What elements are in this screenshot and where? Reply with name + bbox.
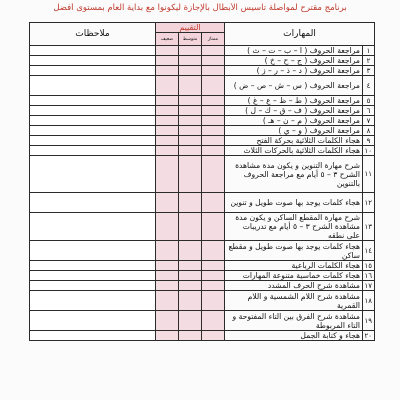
notes-cell[interactable] bbox=[30, 146, 156, 156]
notes-cell[interactable] bbox=[30, 136, 156, 146]
eval-cell-excellent[interactable] bbox=[202, 126, 225, 136]
eval-cell-excellent[interactable] bbox=[202, 46, 225, 56]
eval-cell-average[interactable] bbox=[179, 116, 202, 126]
notes-header: ملاحظات bbox=[30, 23, 156, 46]
skill-cell: هجاء و كتابة الجمل bbox=[225, 331, 363, 341]
row-number: ٧ bbox=[363, 116, 375, 126]
eval-cell-average[interactable] bbox=[179, 156, 202, 193]
row-number: ١٥ bbox=[363, 261, 375, 271]
row-number: ٩ bbox=[363, 136, 375, 146]
eval-cell-average[interactable] bbox=[179, 56, 202, 66]
table-row bbox=[30, 106, 375, 116]
notes-cell[interactable] bbox=[30, 331, 156, 341]
eval-cell-weak[interactable] bbox=[155, 66, 178, 76]
row-number: ١١ bbox=[363, 156, 375, 193]
skill-cell: هجاء الكلمات الثلاثية بالحركات الثلاث bbox=[225, 146, 363, 156]
eval-cell-average[interactable] bbox=[179, 96, 202, 106]
skill-cell: مشاهدة شرح اللام الشمسية و اللام القمرية bbox=[225, 291, 363, 311]
table-row bbox=[30, 146, 375, 156]
row-number: ١٩ bbox=[363, 311, 375, 331]
table-row bbox=[30, 116, 375, 126]
eval-level-average: متوسط bbox=[179, 33, 202, 46]
notes-cell[interactable] bbox=[30, 193, 156, 213]
eval-cell-weak[interactable] bbox=[155, 213, 178, 241]
eval-cell-excellent[interactable] bbox=[202, 116, 225, 126]
eval-cell-weak[interactable] bbox=[155, 193, 178, 213]
eval-cell-average[interactable] bbox=[179, 241, 202, 261]
notes-cell[interactable] bbox=[30, 116, 156, 126]
page-title: برنامج مقترح لمواصلة تأسيس الأبطال بالإجازة ليكونوا مع بداية العام بمستوى أفضل bbox=[53, 3, 347, 13]
skill-cell: مراجعة الحروف ( د – ذ – ر – ز ) bbox=[225, 66, 363, 76]
eval-cell-excellent[interactable] bbox=[202, 331, 225, 341]
table-row bbox=[30, 261, 375, 271]
evaluation-header: التقييم bbox=[155, 23, 224, 33]
skill-cell: هجاء الكلمات الثلاثية بحركة الفتح bbox=[225, 136, 363, 146]
eval-cell-excellent[interactable] bbox=[202, 281, 225, 291]
skill-cell: مراجعة الحروف ( س – ش – ص – ض ) bbox=[225, 76, 363, 96]
row-number: ١٦ bbox=[363, 271, 375, 281]
skill-cell: مراجعة الحروف ( ف – ق – ك – ل ) bbox=[225, 106, 363, 116]
table-row bbox=[30, 331, 375, 341]
row-number: ٢٠ bbox=[363, 331, 375, 341]
eval-cell-excellent[interactable] bbox=[202, 241, 225, 261]
skill-cell: مراجعة الحروف ( م – ن – هـ ) bbox=[225, 116, 363, 126]
eval-cell-weak[interactable] bbox=[155, 241, 178, 261]
eval-cell-average[interactable] bbox=[179, 106, 202, 116]
eval-cell-weak[interactable] bbox=[155, 156, 178, 193]
table-row bbox=[30, 46, 375, 56]
table-row bbox=[30, 96, 375, 106]
skill-cell: مراجعة الحروف ( ج – ح – خ ) bbox=[225, 56, 363, 66]
table-row bbox=[30, 126, 375, 136]
skills-evaluation-table bbox=[29, 22, 375, 341]
notes-cell[interactable] bbox=[30, 66, 156, 76]
eval-cell-excellent[interactable] bbox=[202, 96, 225, 106]
eval-cell-excellent[interactable] bbox=[202, 56, 225, 66]
eval-level-weak: ضعيف bbox=[155, 33, 178, 46]
eval-cell-average[interactable] bbox=[179, 291, 202, 311]
eval-cell-average[interactable] bbox=[179, 126, 202, 136]
eval-cell-weak[interactable] bbox=[155, 96, 178, 106]
eval-cell-weak[interactable] bbox=[155, 331, 178, 341]
notes-cell[interactable] bbox=[30, 261, 156, 271]
eval-cell-weak[interactable] bbox=[155, 126, 178, 136]
notes-cell[interactable] bbox=[30, 271, 156, 281]
eval-cell-excellent[interactable] bbox=[202, 193, 225, 213]
eval-cell-weak[interactable] bbox=[155, 271, 178, 281]
notes-cell[interactable] bbox=[30, 311, 156, 331]
eval-cell-average[interactable] bbox=[179, 271, 202, 281]
table-row bbox=[30, 213, 375, 241]
row-number: ٦ bbox=[363, 106, 375, 116]
eval-cell-average[interactable] bbox=[179, 331, 202, 341]
row-number: ٤ bbox=[363, 76, 375, 96]
eval-cell-average[interactable] bbox=[179, 46, 202, 56]
eval-level-excellent: ممتاز bbox=[202, 33, 225, 46]
eval-cell-weak[interactable] bbox=[155, 136, 178, 146]
eval-cell-weak[interactable] bbox=[155, 76, 178, 96]
notes-cell[interactable] bbox=[30, 96, 156, 106]
row-number: ٨ bbox=[363, 126, 375, 136]
eval-cell-excellent[interactable] bbox=[202, 156, 225, 193]
eval-cell-average[interactable] bbox=[179, 136, 202, 146]
table-row bbox=[30, 281, 375, 291]
eval-cell-average[interactable] bbox=[179, 213, 202, 241]
row-number: ١٠ bbox=[363, 146, 375, 156]
notes-cell[interactable] bbox=[30, 156, 156, 193]
row-number: ١ bbox=[363, 46, 375, 56]
skill-cell: مشاهدة شرح الحرف المشدد bbox=[225, 281, 363, 291]
notes-cell[interactable] bbox=[30, 213, 156, 241]
table-row bbox=[30, 193, 375, 213]
notes-cell[interactable] bbox=[30, 241, 156, 261]
eval-cell-excellent[interactable] bbox=[202, 291, 225, 311]
table-row bbox=[30, 136, 375, 146]
eval-cell-weak[interactable] bbox=[155, 116, 178, 126]
table-row bbox=[30, 66, 375, 76]
table-row bbox=[30, 241, 375, 261]
skill-cell: مراجعة الحروف ( ا – ب – ت – ث ) bbox=[225, 46, 363, 56]
row-number: ١٣ bbox=[363, 213, 375, 241]
table-row bbox=[30, 311, 375, 331]
eval-cell-excellent[interactable] bbox=[202, 213, 225, 241]
row-number: ١٧ bbox=[363, 281, 375, 291]
skills-header: المهارات bbox=[225, 23, 375, 46]
eval-cell-average[interactable] bbox=[179, 281, 202, 291]
notes-cell[interactable] bbox=[30, 106, 156, 116]
notes-cell[interactable] bbox=[30, 281, 156, 291]
eval-cell-excellent[interactable] bbox=[202, 146, 225, 156]
skill-cell: مراجعة الحروف ( ط – ظ – ع – غ ) bbox=[225, 96, 363, 106]
skill-cell: مشاهدة شرح الفرق بين التاء المفتوحة و التاء المربوطة bbox=[225, 311, 363, 331]
notes-cell[interactable] bbox=[30, 76, 156, 96]
eval-cell-excellent[interactable] bbox=[202, 261, 225, 271]
eval-cell-weak[interactable] bbox=[155, 146, 178, 156]
row-number: ١٨ bbox=[363, 291, 375, 311]
table-row bbox=[30, 76, 375, 96]
table-row bbox=[30, 291, 375, 311]
eval-cell-average[interactable] bbox=[179, 76, 202, 96]
notes-cell[interactable] bbox=[30, 291, 156, 311]
notes-cell[interactable] bbox=[30, 56, 156, 66]
eval-cell-excellent[interactable] bbox=[202, 311, 225, 331]
eval-cell-average[interactable] bbox=[179, 193, 202, 213]
skill-cell: شرح مهارة المقطع الساكن و يكون مدة مشاهدة الشرح ٣ – ٥ أيام مع تدريبات على نطقه bbox=[225, 213, 363, 241]
row-number: ٣ bbox=[363, 66, 375, 76]
eval-cell-average[interactable] bbox=[179, 146, 202, 156]
eval-cell-weak[interactable] bbox=[155, 311, 178, 331]
table-row bbox=[30, 56, 375, 66]
eval-cell-weak[interactable] bbox=[155, 106, 178, 116]
skill-cell: هجاء الكلمات الرباعية bbox=[225, 261, 363, 271]
eval-cell-weak[interactable] bbox=[155, 56, 178, 66]
row-number: ٢ bbox=[363, 56, 375, 66]
eval-cell-excellent[interactable] bbox=[202, 106, 225, 116]
eval-cell-weak[interactable] bbox=[155, 261, 178, 271]
skill-cell: هجاء كلمات يوجد بها صوت طويل و تنوين bbox=[225, 193, 363, 213]
eval-cell-weak[interactable] bbox=[155, 291, 178, 311]
skill-cell: هجاء كلمات يوجد بها صوت طويل و مقطع ساكن bbox=[225, 241, 363, 261]
eval-cell-average[interactable] bbox=[179, 261, 202, 271]
table-row bbox=[30, 156, 375, 193]
eval-cell-average[interactable] bbox=[179, 66, 202, 76]
row-number: ٥ bbox=[363, 96, 375, 106]
skill-cell: هجاء كلمات خماسية متنوعة المهارات bbox=[225, 271, 363, 281]
notes-cell[interactable] bbox=[30, 46, 156, 56]
notes-cell[interactable] bbox=[30, 126, 156, 136]
eval-cell-weak[interactable] bbox=[155, 46, 178, 56]
table-row bbox=[30, 271, 375, 281]
eval-cell-excellent[interactable] bbox=[202, 66, 225, 76]
eval-cell-excellent[interactable] bbox=[202, 271, 225, 281]
skill-cell: شرح مهارة التنوين و يكون مدة مشاهدة الشرح ٣ – ٥ أيام مع مراجعة الحروف بالتنوين bbox=[225, 156, 363, 193]
row-number: ١٢ bbox=[363, 193, 375, 213]
row-number: ١٤ bbox=[363, 241, 375, 261]
eval-cell-average[interactable] bbox=[179, 311, 202, 331]
eval-cell-weak[interactable] bbox=[155, 281, 178, 291]
skill-cell: مراجعة الحروف ( و – ي ) bbox=[225, 126, 363, 136]
eval-cell-excellent[interactable] bbox=[202, 76, 225, 96]
eval-cell-excellent[interactable] bbox=[202, 136, 225, 146]
